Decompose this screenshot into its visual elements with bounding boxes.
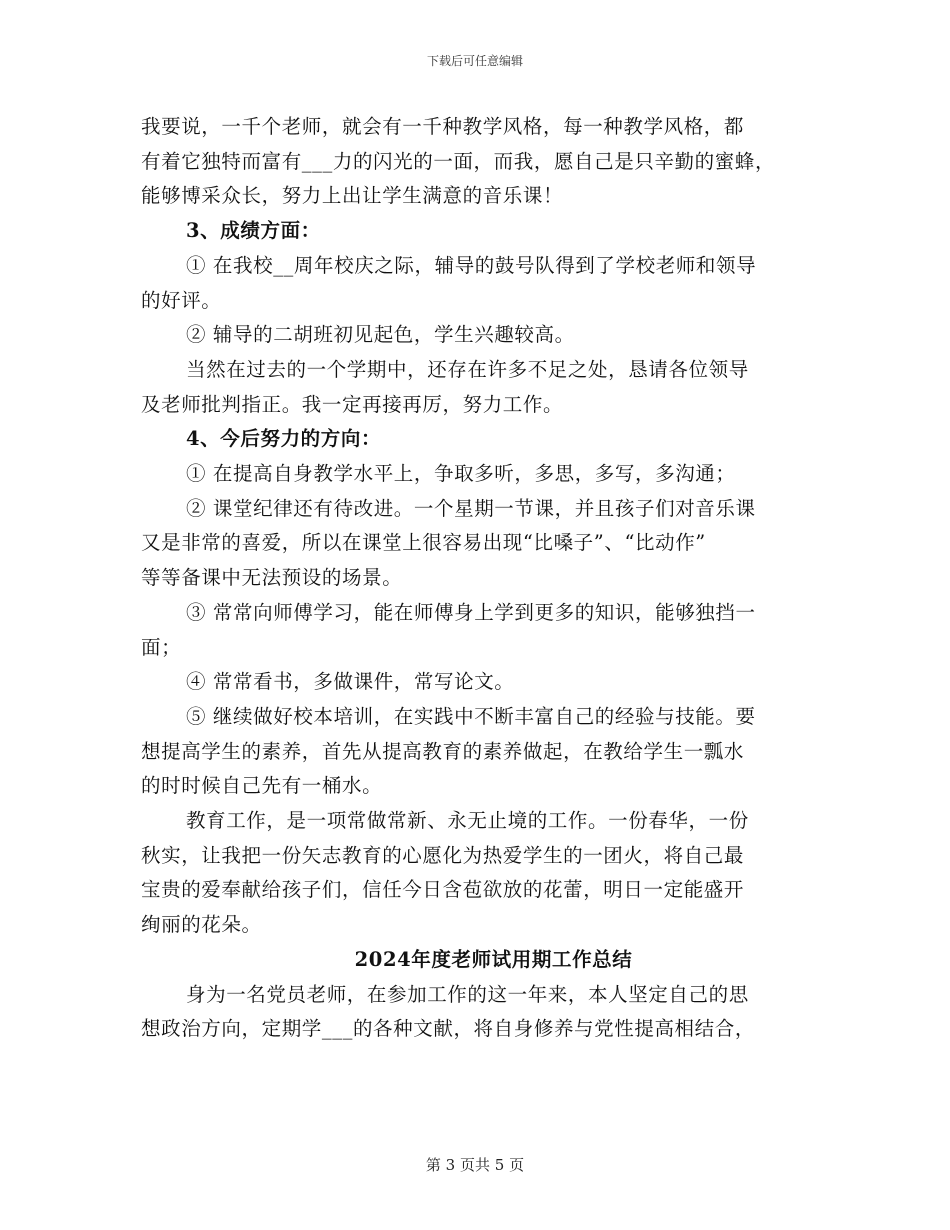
body-line: 绚丽的花朵。: [141, 913, 262, 937]
body-line: 有着它独特而富有___力的闪光的一面，而我，愿自己是只辛勤的蜜蜂，: [141, 149, 776, 173]
page-footer: 第 3 页共 5 页: [425, 1156, 525, 1174]
body-line: ③ 常常向师傅学习，能在师傅身上学到更多的知识，能够独挡一: [186, 600, 756, 624]
body-line: 宝贵的爱奉献给孩子们，信任今日含苞欲放的花蕾，明日一定能盛开: [141, 878, 745, 902]
body-line: ② 课堂纪律还有待改进。一个星期一节课，并且孩子们对音乐课: [186, 496, 756, 520]
body-line: 秋实，让我把一份矢志教育的心愿化为热爱学生的一团火，将自己最: [141, 843, 745, 867]
body-line: ① 在提高自身教学水平上，争取多听，多思，多写，多沟通；: [186, 462, 736, 486]
body-line: 的好评。: [141, 288, 222, 312]
document-title: 2024年度老师试用期工作总结: [354, 947, 633, 971]
body-line: 我要说，一千个老师，就会有一千种教学风格，每一种教学风格，都: [141, 115, 745, 138]
body-line: 等等备课中无法预设的场景。: [141, 566, 403, 590]
document-body: [141, 110, 806, 1047]
body-line: 教育工作，是一项常做常新、永无止境的工作。一份春华，一份: [186, 809, 749, 833]
body-line: 面；: [141, 635, 182, 659]
body-line: ⑤ 继续做好校本培训，在实践中不断丰富自己的经验与技能。要: [186, 704, 756, 728]
body-line: 当然在过去的一个学期中，还存在许多不足之处，恳请各位领导: [186, 357, 749, 381]
body-line: 身为一名党员老师，在参加工作的这一年来，本人坚定自己的思: [186, 982, 749, 1006]
body-line: 及老师批判指正。我一定再接再厉，努力工作。: [141, 392, 564, 416]
body-line: 想政治方向，定期学___的各种文献，将自身修养与党性提高相结合，: [141, 1017, 755, 1041]
body-line: 想提高学生的素养，首先从提高教育的素养做起，在教给学生一瓢水: [141, 739, 745, 763]
body-line: ④ 常常看书，多做课件，常写论文。: [186, 670, 515, 694]
body-line: ② 辅导的二胡班初见起色，学生兴趣较高。: [186, 323, 575, 347]
body-line: ① 在我校__周年校庆之际，辅导的鼓号队得到了学校老师和领导: [186, 253, 757, 277]
section-heading: 3、成绩方面：: [186, 219, 321, 243]
section-heading: 4、今后努力的方向：: [186, 427, 382, 451]
body-line: 又是非常的喜爱，所以在课堂上很容易出现“比嗓子”、“比动作”: [141, 531, 706, 555]
body-line: 能够博采众长，努力上出让学生满意的音乐课！: [141, 184, 564, 208]
page-header: 下载后可任意编辑: [426, 54, 523, 68]
body-line: 的时时候自己先有一桶水。: [141, 774, 383, 798]
